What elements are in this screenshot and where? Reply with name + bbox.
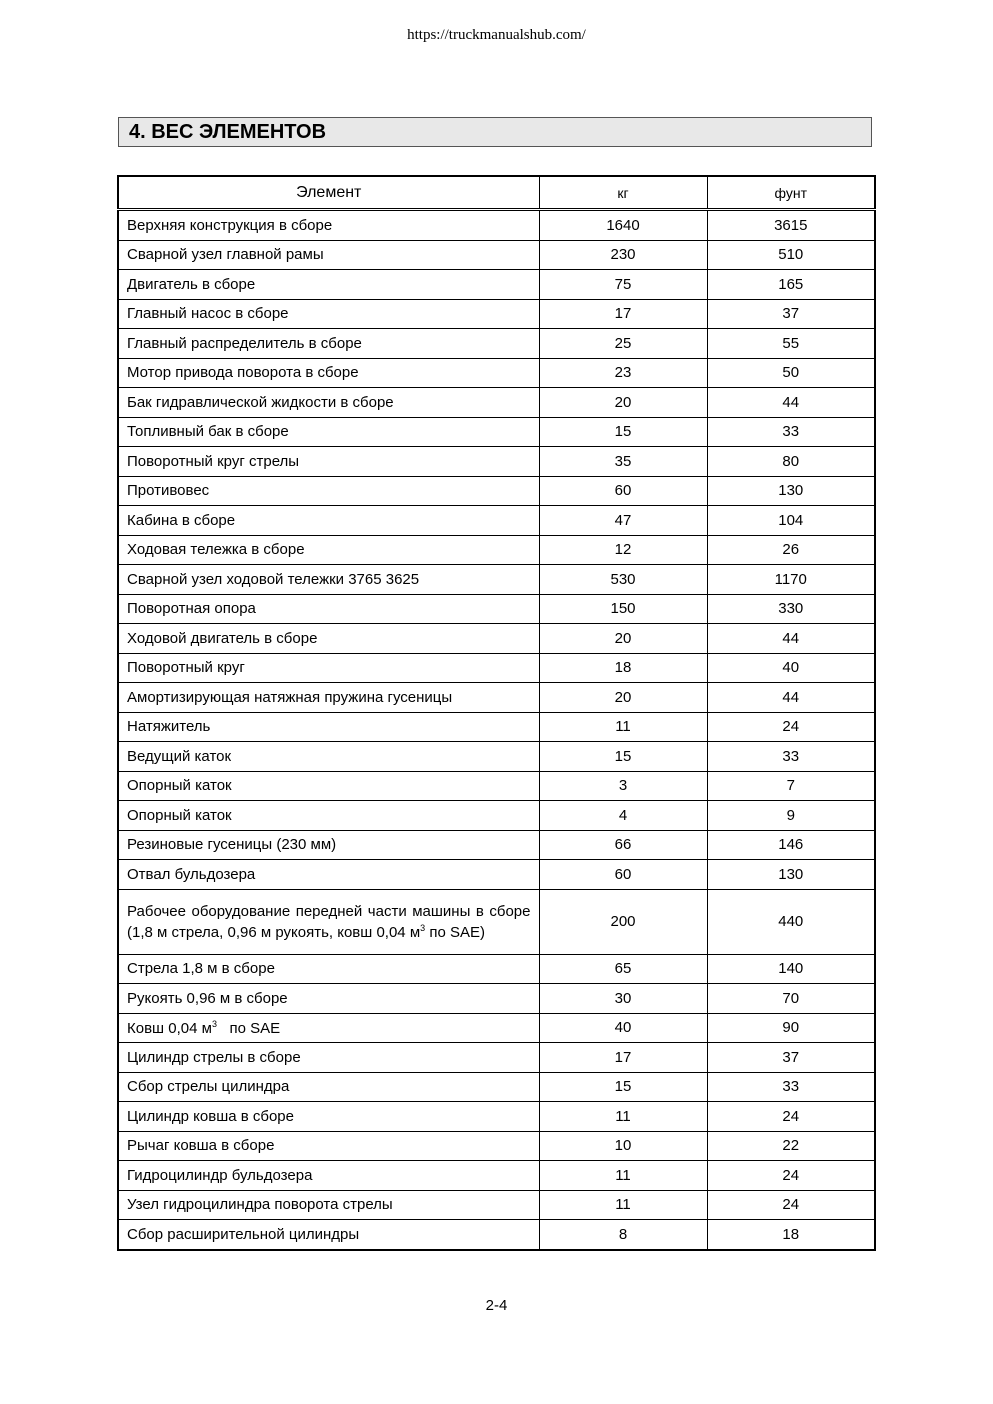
weight-kg: 17 [539, 299, 707, 329]
component-name: Опорный каток [118, 801, 539, 831]
component-name: Натяжитель [118, 712, 539, 742]
weight-kg: 20 [539, 683, 707, 713]
weight-kg: 8 [539, 1220, 707, 1250]
component-name: Рукоять 0,96 м в сборе [118, 984, 539, 1014]
table-row [118, 1102, 875, 1132]
weight-kg: 200 [539, 889, 707, 954]
table-row [118, 624, 875, 654]
section-title: 4. ВЕС ЭЛЕМЕНТОВ [118, 117, 872, 147]
weight-kg: 530 [539, 565, 707, 595]
weight-kg: 23 [539, 358, 707, 388]
table-row [118, 358, 875, 388]
weight-kg: 11 [539, 1102, 707, 1132]
component-name-text: Рабочее оборудование передней части машины в сборе (1,8 м стрела, 0,96 м рукоять, ковш 0,04 м [127, 902, 531, 941]
component-name: Сварной узел главной рамы [118, 240, 539, 270]
table-header-row [118, 176, 875, 210]
weight-kg: 20 [539, 388, 707, 418]
table-row [118, 299, 875, 329]
component-name: Поворотная опора [118, 594, 539, 624]
weight-kg: 60 [539, 860, 707, 890]
component-name: Цилиндр стрелы в сборе [118, 1043, 539, 1073]
component-name: Мотор привода поворота в сборе [118, 358, 539, 388]
weight-lb: 330 [707, 594, 875, 624]
table-row [118, 830, 875, 860]
component-name [118, 1013, 539, 1043]
component-name: Поворотный круг стрелы [118, 447, 539, 477]
weight-lb: 3615 [707, 210, 875, 241]
component-name: Ведущий каток [118, 742, 539, 772]
weight-lb: 80 [707, 447, 875, 477]
weight-lb: 37 [707, 1043, 875, 1073]
component-name: Топливный бак в сборе [118, 417, 539, 447]
weight-lb: 24 [707, 712, 875, 742]
component-name: Сварной узел ходовой тележки 3765 3625 [118, 565, 539, 595]
component-name: Опорный каток [118, 771, 539, 801]
component-name: Узел гидроцилиндра поворота стрелы [118, 1190, 539, 1220]
weight-lb: 50 [707, 358, 875, 388]
weight-lb: 18 [707, 1220, 875, 1250]
table-row [118, 270, 875, 300]
weight-kg: 1640 [539, 210, 707, 241]
weight-kg: 17 [539, 1043, 707, 1073]
table-row [118, 1220, 875, 1250]
weight-lb: 44 [707, 683, 875, 713]
weight-lb: 104 [707, 506, 875, 536]
weight-kg: 10 [539, 1131, 707, 1161]
table-row [118, 447, 875, 477]
table-row [118, 1161, 875, 1191]
component-name: Сбор расширительной цилиндры [118, 1220, 539, 1250]
table-row [118, 653, 875, 683]
table-row [118, 565, 875, 595]
weight-lb: 44 [707, 624, 875, 654]
column-header-lb: фунт [707, 176, 875, 210]
weight-lb: 146 [707, 830, 875, 860]
component-name: Ходовой двигатель в сборе [118, 624, 539, 654]
table-row [118, 1072, 875, 1102]
component-name-text: Ковш 0,04 м [127, 1019, 212, 1037]
weight-lb: 165 [707, 270, 875, 300]
weight-kg: 150 [539, 594, 707, 624]
component-name: Двигатель в сборе [118, 270, 539, 300]
weight-lb: 33 [707, 417, 875, 447]
weight-kg: 3 [539, 771, 707, 801]
superscript: 3 [211, 1018, 217, 1029]
weight-lb: 40 [707, 653, 875, 683]
component-name [118, 889, 539, 954]
weight-kg: 47 [539, 506, 707, 536]
weight-kg: 65 [539, 954, 707, 984]
weight-kg: 30 [539, 984, 707, 1014]
weight-lb: 44 [707, 388, 875, 418]
weight-kg: 40 [539, 1013, 707, 1043]
table-row [118, 801, 875, 831]
weight-kg: 12 [539, 535, 707, 565]
weight-kg: 66 [539, 830, 707, 860]
component-name: Резиновые гусеницы (230 мм) [118, 830, 539, 860]
component-name: Противовес [118, 476, 539, 506]
component-name-text-end: по SAE [216, 1019, 281, 1037]
weight-lb: 33 [707, 1072, 875, 1102]
weight-lb: 440 [707, 889, 875, 954]
table-row [118, 417, 875, 447]
table-row [118, 771, 875, 801]
weight-kg: 15 [539, 417, 707, 447]
table-row [118, 1131, 875, 1161]
weight-kg: 20 [539, 624, 707, 654]
table-row [118, 329, 875, 359]
component-name: Цилиндр ковша в сборе [118, 1102, 539, 1132]
weight-lb: 24 [707, 1190, 875, 1220]
weight-lb: 33 [707, 742, 875, 772]
weight-kg: 15 [539, 742, 707, 772]
component-name: Ходовая тележка в сборе [118, 535, 539, 565]
component-name: Гидроцилиндр бульдозера [118, 1161, 539, 1191]
column-header-element: Элемент [118, 176, 539, 210]
table-row [118, 742, 875, 772]
component-name: Рычаг ковша в сборе [118, 1131, 539, 1161]
weight-lb: 7 [707, 771, 875, 801]
column-header-kg: кг [539, 176, 707, 210]
component-weights-table [117, 175, 876, 1251]
component-name: Стрела 1,8 м в сборе [118, 954, 539, 984]
table-row [118, 594, 875, 624]
table-row [118, 240, 875, 270]
component-name: Главный насос в сборе [118, 299, 539, 329]
weight-lb: 130 [707, 860, 875, 890]
table-row [118, 984, 875, 1014]
weight-kg: 75 [539, 270, 707, 300]
weight-lb: 130 [707, 476, 875, 506]
weight-lb: 22 [707, 1131, 875, 1161]
table-row [118, 954, 875, 984]
source-url: https://truckmanualshub.com/ [407, 27, 586, 43]
weight-kg: 25 [539, 329, 707, 359]
table-row [118, 1043, 875, 1073]
weight-kg: 11 [539, 1190, 707, 1220]
component-name-text-end: по SAE) [425, 923, 485, 941]
component-name: Кабина в сборе [118, 506, 539, 536]
weight-lb: 70 [707, 984, 875, 1014]
weight-lb: 510 [707, 240, 875, 270]
weight-lb: 1170 [707, 565, 875, 595]
page-number: 2-4 [485, 1297, 508, 1314]
table-row [118, 1190, 875, 1220]
component-name: Сбор стрелы цилиндра [118, 1072, 539, 1102]
component-name: Амортизирующая натяжная пружина гусеницы [118, 683, 539, 713]
table-row [118, 535, 875, 565]
component-name: Главный распределитель в сборе [118, 329, 539, 359]
component-name: Отвал бульдозера [118, 860, 539, 890]
weight-kg: 11 [539, 1161, 707, 1191]
component-name: Верхняя конструкция в сборе [118, 210, 539, 241]
table-row [118, 889, 875, 954]
weight-kg: 4 [539, 801, 707, 831]
table-row [118, 388, 875, 418]
table-row [118, 860, 875, 890]
weight-lb: 9 [707, 801, 875, 831]
weight-lb: 37 [707, 299, 875, 329]
weight-lb: 24 [707, 1161, 875, 1191]
weight-kg: 230 [539, 240, 707, 270]
table-row [118, 1013, 875, 1043]
table-row [118, 712, 875, 742]
table-row [118, 683, 875, 713]
table-row [118, 476, 875, 506]
component-name: Бак гидравлической жидкости в сборе [118, 388, 539, 418]
weight-lb: 90 [707, 1013, 875, 1043]
weight-lb: 26 [707, 535, 875, 565]
weight-lb: 24 [707, 1102, 875, 1132]
superscript: 3 [420, 922, 426, 933]
weight-kg: 60 [539, 476, 707, 506]
weight-kg: 11 [539, 712, 707, 742]
weight-kg: 18 [539, 653, 707, 683]
weight-kg: 35 [539, 447, 707, 477]
table-row [118, 506, 875, 536]
component-name: Поворотный круг [118, 653, 539, 683]
weight-lb: 55 [707, 329, 875, 359]
weight-lb: 140 [707, 954, 875, 984]
weight-kg: 15 [539, 1072, 707, 1102]
table-row [118, 210, 875, 241]
